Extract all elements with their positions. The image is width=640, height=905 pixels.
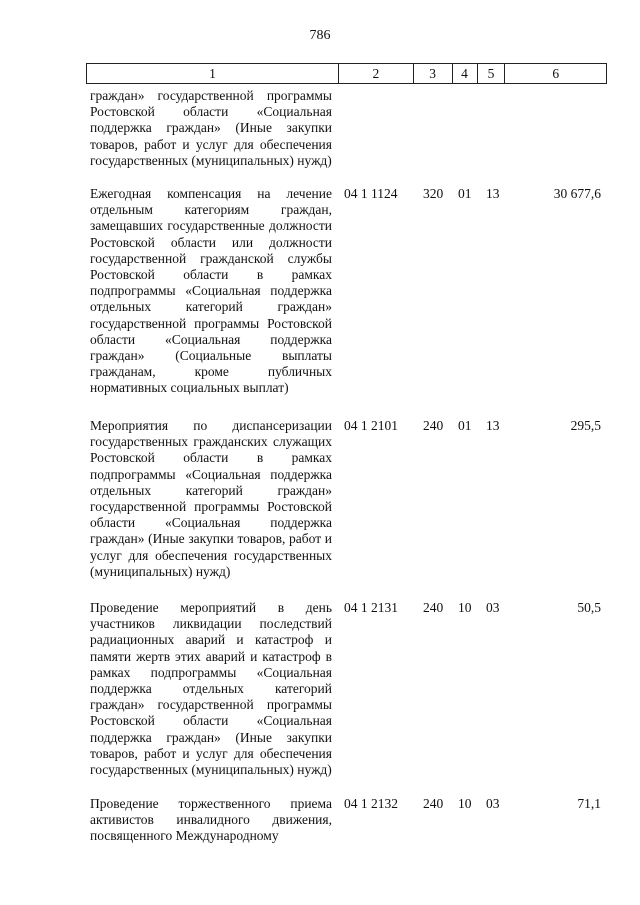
row-expense-type: 240 (423, 796, 444, 811)
row-description: Мероприятия по диспансеризации государственных гражданских служащих Ростовской области в рамках подпрограммы «Социальная поддержка отдельных категорий граждан» государственной программы Ростовской области «Социальная поддержка граждан» (Иные закупки товаров, работ и услуг для обеспечения государственных (муниципальных) нужд) (90, 418, 332, 579)
row-expense-type: 240 (423, 418, 444, 433)
row-subsection: 03 (486, 600, 500, 615)
row-code: 04 1 2132 (344, 796, 398, 811)
row-amount: 30 677,6 (553, 186, 601, 201)
row-amount: 71,1 (577, 796, 601, 811)
row-subsection: 13 (486, 418, 500, 433)
row-subsection: 13 (486, 186, 500, 201)
header-col-4: 4 (453, 64, 478, 83)
row-section: 10 (458, 796, 472, 811)
header-col-5: 5 (478, 64, 506, 83)
table-header (86, 63, 607, 84)
row-section: 01 (458, 186, 472, 201)
row-subsection: 03 (486, 796, 500, 811)
header-col-1: 1 (87, 64, 339, 83)
row-expense-type: 240 (423, 600, 444, 615)
page-number: 786 (309, 28, 331, 43)
row-expense-type: 320 (423, 186, 444, 201)
row-section: 10 (458, 600, 472, 615)
row-description: Проведение торжественного приема активистов инвалидного движения, посвященного Международному (90, 796, 332, 844)
row-section: 01 (458, 418, 472, 433)
header-col-2: 2 (339, 64, 414, 83)
header-col-3: 3 (414, 64, 453, 83)
row-code: 04 1 2101 (344, 418, 398, 433)
row-amount: 295,5 (570, 418, 601, 433)
row-description: Ежегодная компенсация на лечение отдельным категориям граждан, замещавших государственные должности Ростовской области или должности государственной гражданской службы Ростовской области в рамках подпрограммы «Социальная поддержка отдельных категорий граждан» государственной программы Ростовской области «Социальная поддержка граждан» (Социальные выплаты гражданам, кроме публичных нормативных социальных выплат) (90, 186, 332, 396)
row-code: 04 1 1124 (344, 186, 398, 201)
row-description: Проведение мероприятий в день участников ликвидации последствий радиационных аварий и катастроф и памяти жертв этих аварий и катастроф в рамках подпрограммы «Социальная поддержка отдельных категорий граждан» государственной программы Ростовской области «Социальная поддержка граждан» (Иные закупки товаров, работ и услуг для обеспечения государственных (муниципальных) нужд) (90, 600, 332, 778)
row-description: граждан» государственной программы Ростовской области «Социальная поддержка граждан» (Иные закупки товаров, работ и услуг для обеспечения государственных (муниципальных) нужд) (90, 88, 332, 168)
row-amount: 50,5 (577, 600, 601, 615)
row-code: 04 1 2131 (344, 600, 398, 615)
header-col-6: 6 (552, 66, 560, 81)
